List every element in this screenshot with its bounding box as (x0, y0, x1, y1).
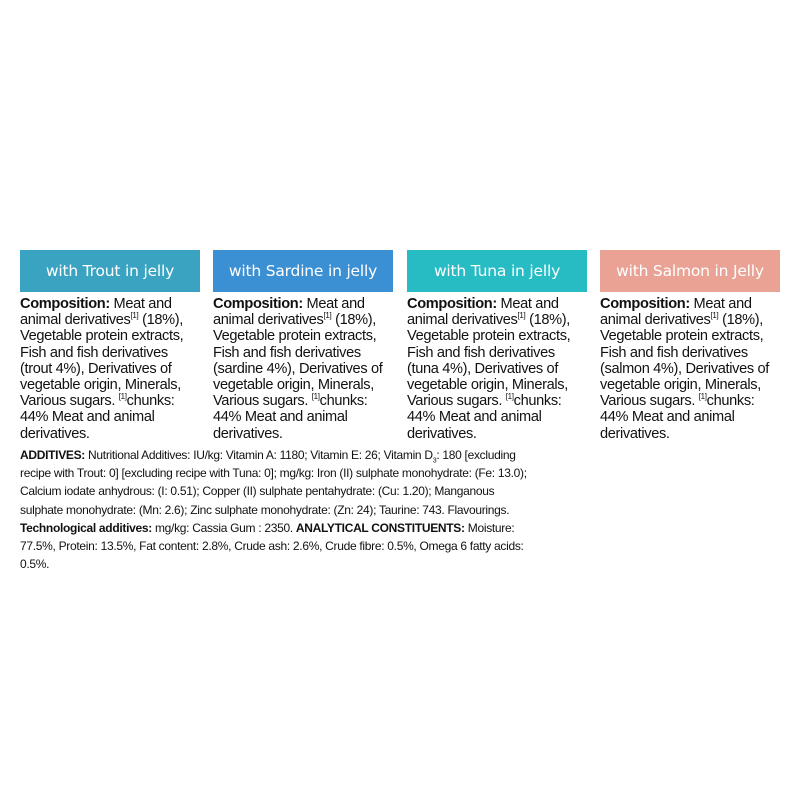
composition-part: chunks: 44% Meat and animal derivatives. (600, 393, 755, 442)
product-column-sardine (213, 250, 393, 442)
analytical-constituents-label: ANALYTICAL CONSTITUENTS: (295, 520, 465, 535)
composition-part: (18%), Vegetable protein extracts, Fish and fish derivatives (trout 4%), Derivatives of vegetable origin, Minerals, Various sugars. (20, 312, 184, 410)
product-banner-salmon: with Salmon in Jelly (600, 250, 780, 292)
composition-part: chunks: 44% Meat and animal derivatives. (20, 393, 175, 442)
footnote-marker: [1] (517, 311, 526, 321)
footnote-marker: [1] (323, 311, 332, 321)
footnote-marker: [1] (130, 311, 139, 321)
composition-text-tuna (407, 296, 587, 442)
composition-text-trout (20, 296, 200, 442)
footnote-marker: [1] (118, 392, 127, 402)
composition-label: Composition: (407, 296, 497, 312)
composition-part: chunks: 44% Meat and animal derivatives. (407, 393, 562, 442)
additives-part: : 180 [excluding recipe with Trout: 0] [excluding recipe with Tuna: 0]; mg/kg: Iron (II) sulphate monohydrate: (Fe: 13.0); Calcium iodate anhydrous: (I: 0.51); Copper (II) sulphate pentahydrate: (Cu: 1.20); Manganous sulphate monohydrate: (Mn: 2.6); Zinc sulphate monohydrate: (Zn: 24); Taurine: 743. Flavourings. (20, 448, 527, 517)
composition-part: (18%), Vegetable protein extracts, Fish and fish derivatives (tuna 4%), Derivatives of vegetable origin, Minerals, Various sugars. (407, 312, 571, 410)
product-banner-trout: with Trout in jelly (20, 250, 200, 292)
product-column-salmon (600, 250, 780, 442)
additives-label: ADDITIVES: (20, 448, 86, 462)
technological-additives-label: Technological additives: (20, 520, 152, 535)
additives-text (20, 446, 530, 573)
composition-text-sardine (213, 296, 393, 442)
footnote-marker: [1] (710, 311, 719, 321)
composition-label: Composition: (20, 296, 110, 312)
composition-label: Composition: (213, 296, 303, 312)
composition-text-salmon (600, 296, 780, 442)
product-banner-sardine: with Sardine in jelly (213, 250, 393, 292)
footnote-marker: [1] (505, 392, 514, 402)
footnote-marker: [1] (311, 392, 320, 402)
composition-part: chunks: 44% Meat and animal derivatives. (213, 393, 368, 442)
subscript-marker: 3 (432, 457, 437, 465)
composition-part: (18%), Vegetable protein extracts, Fish and fish derivatives (sardine 4%), Derivatives of vegetable origin, Minerals, Various sugars. (213, 312, 383, 410)
product-banner-tuna: with Tuna in jelly (407, 250, 587, 292)
product-column-tuna (407, 250, 587, 442)
composition-part: Meat and animal derivatives (213, 296, 365, 329)
composition-part: (18%), Vegetable protein extracts, Fish and fish derivatives (salmon 4%), Derivatives of vegetable origin, Minerals, Various sugars. (600, 312, 769, 410)
composition-part: Meat and animal derivatives (600, 296, 752, 329)
composition-part: Meat and animal derivatives (407, 296, 559, 329)
product-column-trout (20, 250, 200, 442)
additives-part: mg/kg: Cassia Gum : 2350. (151, 520, 296, 535)
composition-label: Composition: (600, 296, 690, 312)
additives-part: Nutritional Additives: IU/kg: Vitamin A: 1180; Vitamin E: 26; Vitamin D (85, 448, 433, 462)
additives-part: Moisture: 77.5%, Protein: 13.5%, Fat content: 2.8%, Crude ash: 2.6%, Crude fibre: 0.5%, Omega 6 fatty acids: 0.5%. (20, 520, 524, 572)
composition-part: Meat and animal derivatives (20, 296, 172, 329)
footnote-marker: [1] (698, 392, 707, 402)
